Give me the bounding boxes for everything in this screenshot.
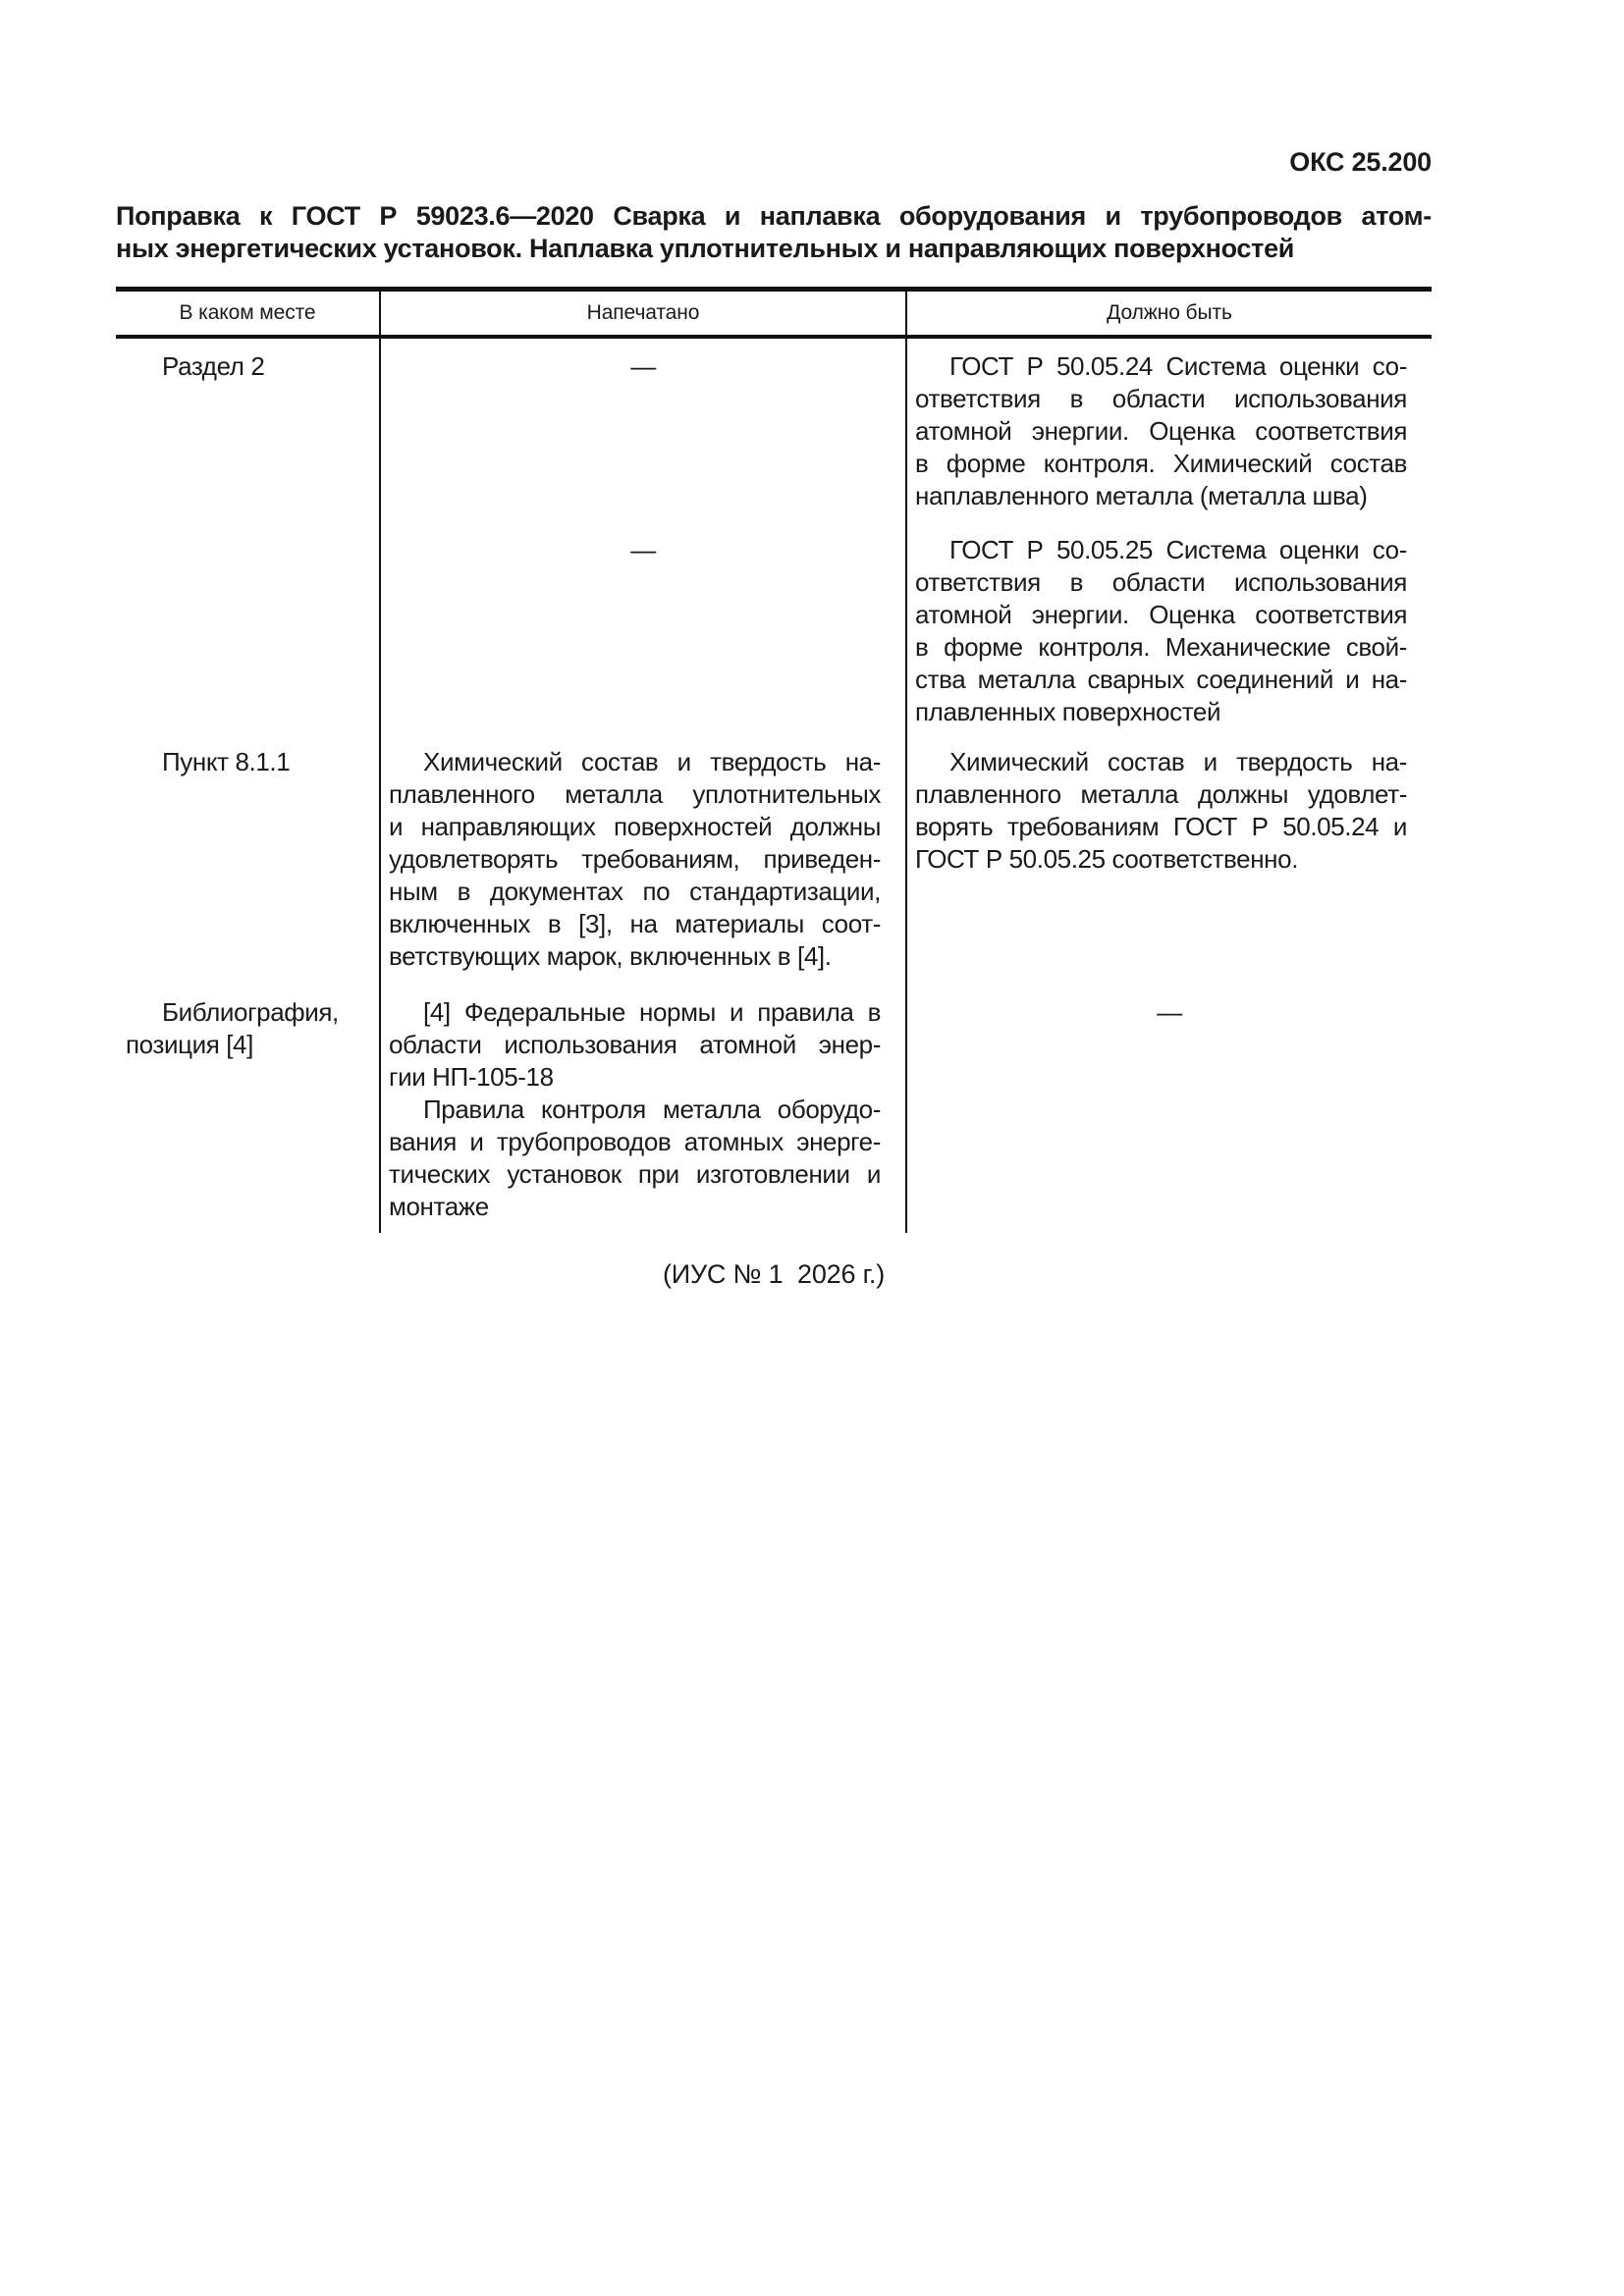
text-line: монтаже [389, 1192, 489, 1221]
text-line: включенных в [3], на материалы соот- [389, 909, 881, 938]
text-line: ным в документах по стандартизации, [389, 877, 881, 906]
text-line: в форме контроля. Механические свой- [915, 632, 1407, 662]
table-cell-printed [379, 973, 905, 1233]
text-line: гии НП-105-18 [389, 1062, 554, 1092]
text-line: ворять требованиям ГОСТ Р 50.05.24 и [915, 812, 1407, 841]
table-cell-printed [379, 728, 905, 973]
text-line: ответствия в области использования [915, 567, 1407, 597]
text-line: Раздел 2 [162, 351, 265, 381]
document-title [116, 200, 1432, 265]
printed-paragraph-2 [389, 1094, 881, 1223]
table-cell-place [116, 339, 379, 512]
ius-issue-note: (ИУС № 1 2026 г.) [662, 1259, 886, 1289]
text-line: атомной энергии. Оценка соответствия [915, 416, 1407, 446]
text-line: вания и трубопроводов атомных энерге- [389, 1127, 881, 1156]
table-cell-printed-dash: — [379, 339, 905, 512]
text-line: в форме контроля. Химический состав [915, 449, 1407, 478]
text-line: ГОСТ Р 50.05.25 соответственно. [915, 844, 1299, 874]
table-cell-should-be [905, 728, 1432, 973]
text-line: наплавленного металла (металла шва) [915, 481, 1368, 510]
text-line: тических установок при изготовлении и [389, 1159, 881, 1189]
table-cell-place [116, 512, 379, 728]
text-line: ства металла сварных соединений и на- [915, 665, 1407, 694]
text-line: Библиография, [162, 997, 339, 1027]
table-cell-place [116, 973, 379, 1233]
text-line: ных энергетических установок. Наплавка уплотнительных и направляющих поверхностей [116, 234, 1295, 263]
table-cell-printed-dash: — [379, 512, 905, 728]
table-cell-should-be-dash: — [905, 973, 1432, 1233]
table-cell-should-be [905, 512, 1432, 728]
text-line: ответствия в области использования [915, 384, 1407, 413]
text-line: и направляющих поверхностей должны [389, 812, 881, 841]
text-line: Химический состав и твердость на- [949, 747, 1407, 776]
text-line: ГОСТ Р 50.05.24 Система оценки со- [949, 351, 1407, 381]
page-content [116, 146, 1432, 1291]
text-line: плавленных поверхностей [915, 697, 1221, 726]
text-line: плавленного металла должны удовлет- [915, 779, 1407, 809]
column-header-printed: Напечатано [379, 292, 905, 339]
table-cell-should-be [905, 339, 1432, 512]
text-line: атомной энергии. Оценка соответствия [915, 600, 1407, 629]
printed-paragraph-1 [389, 996, 881, 1094]
text-line: ГОСТ Р 50.05.25 Система оценки со- [949, 535, 1407, 564]
column-header-should-be: Должно быть [905, 292, 1432, 339]
table-cell-place [116, 728, 379, 973]
column-header-place: В каком месте [116, 292, 379, 339]
oks-classifier-label: ОКС 25.200 [1289, 147, 1432, 177]
text-line: плавленного металла уплотнительных [389, 779, 881, 809]
text-line: позиция [4] [126, 1030, 253, 1059]
text-line: [4] Федеральные нормы и правила в [423, 997, 881, 1027]
text-line: области использования атомной энер- [389, 1030, 881, 1059]
text-line: Правила контроля металла оборудо- [423, 1095, 881, 1124]
text-line: ветствующих марок, включенных в [4]. [389, 941, 832, 971]
correction-table [116, 287, 1432, 1233]
text-line: Пункт 8.1.1 [162, 747, 291, 776]
text-line: Химический состав и твердость на- [423, 747, 881, 776]
text-line: Поправка к ГОСТ Р 59023.6—2020 Сварка и наплавка оборудования и трубопроводов атом- [116, 201, 1432, 231]
text-line: удовлетворять требованиям, приведен- [389, 844, 881, 874]
